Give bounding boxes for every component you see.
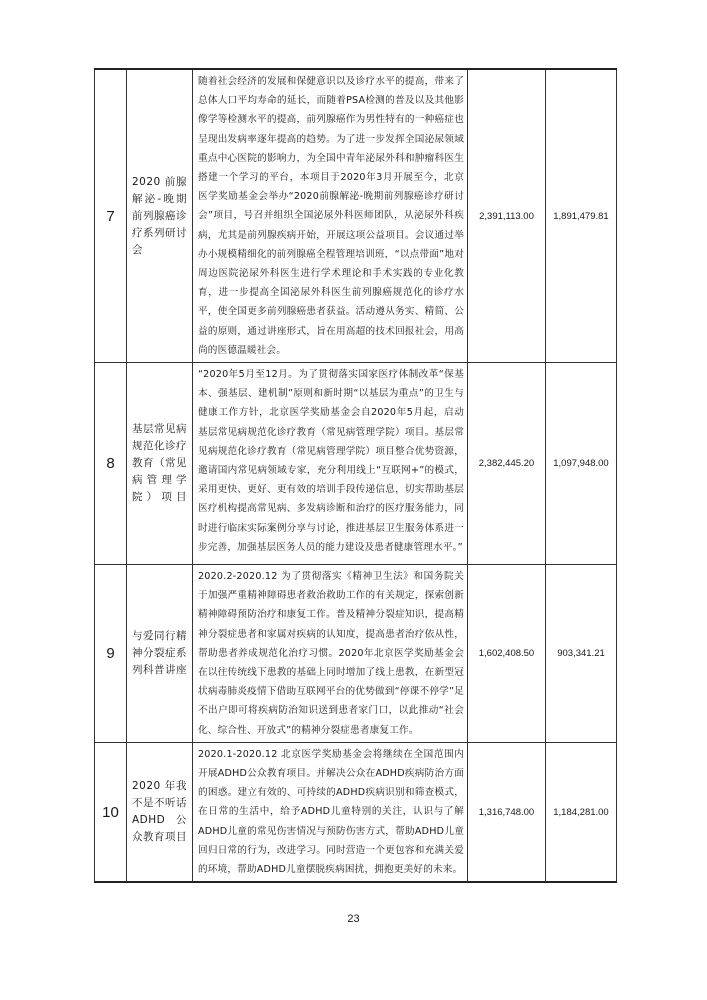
project-description: 随着社会经济的发展和保健意识以及诊疗水平的提高，带来了总体人口平均寿命的延长，而随着PSA检测的普及以及其他影像学等检测水平的提高，前列腺癌作为男性特有的一种癌症也呈现出发病率逐年提高的趋势。为了进一步发挥全国泌尿领域重点中心医院的影响力，为全国中青年泌尿外科和肿瘤科医生搭建一个学习的平台，本项目于2020年3月开展至今，北京医学奖励基金会举办“2020前腺解泌-晚期前列腺癌诊疗研讨会”项目，号召并组织全国泌尿外科医师团队，从泌尿外科疾病，尤其是前列腺疾病开始，开展这项公益项目。会议通过举办小规模精细化的前列腺癌全程管理培训班，“以点带面”地对周边医院泌尿外科医生进行学术理论和手术实践的专业化教育，进一步提高全国泌尿外科医生前列腺癌规范化的诊疗水平，使全国更多前列腺癌患者获益。活动遵从务实、精简、公益的原则，通过讲座形式，旨在用高超的技术回报社会，用高尚的医德温暖社会。: [193, 69, 468, 363]
amount-col-1: 2,391,113.00: [468, 69, 546, 363]
amount-col-1: 1,602,408.50: [468, 565, 546, 743]
project-description: 2020.1-2020.12 北京医学奖励基金会将继续在全国范围内开展ADHD公众教育项目。并解决公众在ADHD疾病防治方面的困惑。建立有效的、可持续的ADHD疾病识别和筛查模式，在日常的生活中，给予ADHD儿童特别的关注，认识与了解ADHD儿童的常见伤害情况与预防伤害方式，帮助ADHD儿童回归日常的行为，改进学习。同时营造一个更包容和充满关爱的环境，帮助ADHD儿童摆脱疾病困扰，拥抱更美好的未来。: [193, 742, 468, 882]
page-number: 23: [347, 913, 360, 925]
amount-col-1: 2,382,445.20: [468, 363, 546, 565]
project-name: 与爱同行精神分裂症系列科普讲座: [127, 565, 193, 743]
amount-col-1: 1,316,748.00: [468, 742, 546, 882]
amount-col-2: 1,891,479.81: [546, 69, 617, 363]
row-number: 10: [95, 742, 127, 882]
project-description: 2020.2-2020.12 为了贯彻落实《精神卫生法》和国务院关于加强严重精神障碍患者救治救助工作的有关规定，探索创新精神障碍预防治疗和康复工作。普及精神分裂症知识，提高精神分裂症患者和家属对疾病的认知度，提高患者治疗依从性，帮助患者养成规范化治疗习惯。2020年北京医学奖励基金会在以往传统线下患教的基础上同时增加了线上患教，在新型冠状病毒肺炎疫情下借助互联网平台的优势做到“停课不停学”足不出户即可将疾病防治知识送到患者家门口，以此推动“社会化、综合性、开放式”的精神分裂症患者康复工作。: [193, 565, 468, 743]
project-description: “2020年5月至12月。为了贯彻落实国家医疗体制改革“保基本、强基层、建机制”原则和新时期“以基层为重点”的卫生与健康工作方针，北京医学奖励基金会自2020年5月起，启动基层常见病规范化诊疗教育（常见病管理学院）项目。基层常见病规范化诊疗教育（常见病管理学院）项目整合优势资源，邀请国内常见病领域专家，充分利用线上“互联网+”的模式，采用更快、更好、更有效的培训手段传递信息，切实帮助基层医疗机构提高常见病、多发病诊断和治疗的医疗服务能力，同时进行临床实际案例分享与讨论，推进基层卫生服务体系进一步完善，加强基层医务人员的能力建设及患者健康管理水平。”: [193, 363, 468, 565]
row-number: 7: [95, 69, 127, 363]
table-row: [95, 565, 617, 743]
row-number: 9: [95, 565, 127, 743]
project-name: 2020 年我不是不听话ADHD公众教育项目: [127, 742, 193, 882]
row-number: 8: [95, 363, 127, 565]
table-row: [95, 742, 617, 882]
amount-col-2: 1,184,281.00: [546, 742, 617, 882]
table-row: [95, 363, 617, 565]
project-table: [94, 68, 617, 883]
table-row: [95, 69, 617, 363]
amount-col-2: 903,341.21: [546, 565, 617, 743]
amount-col-2: 1,097,948.00: [546, 363, 617, 565]
project-name: 基层常见病规范化诊疗教育（常见病管理学院）项目: [127, 363, 193, 565]
project-name: 2020 前腺解泌-晚期前列腺癌诊疗系列研讨会: [127, 69, 193, 363]
